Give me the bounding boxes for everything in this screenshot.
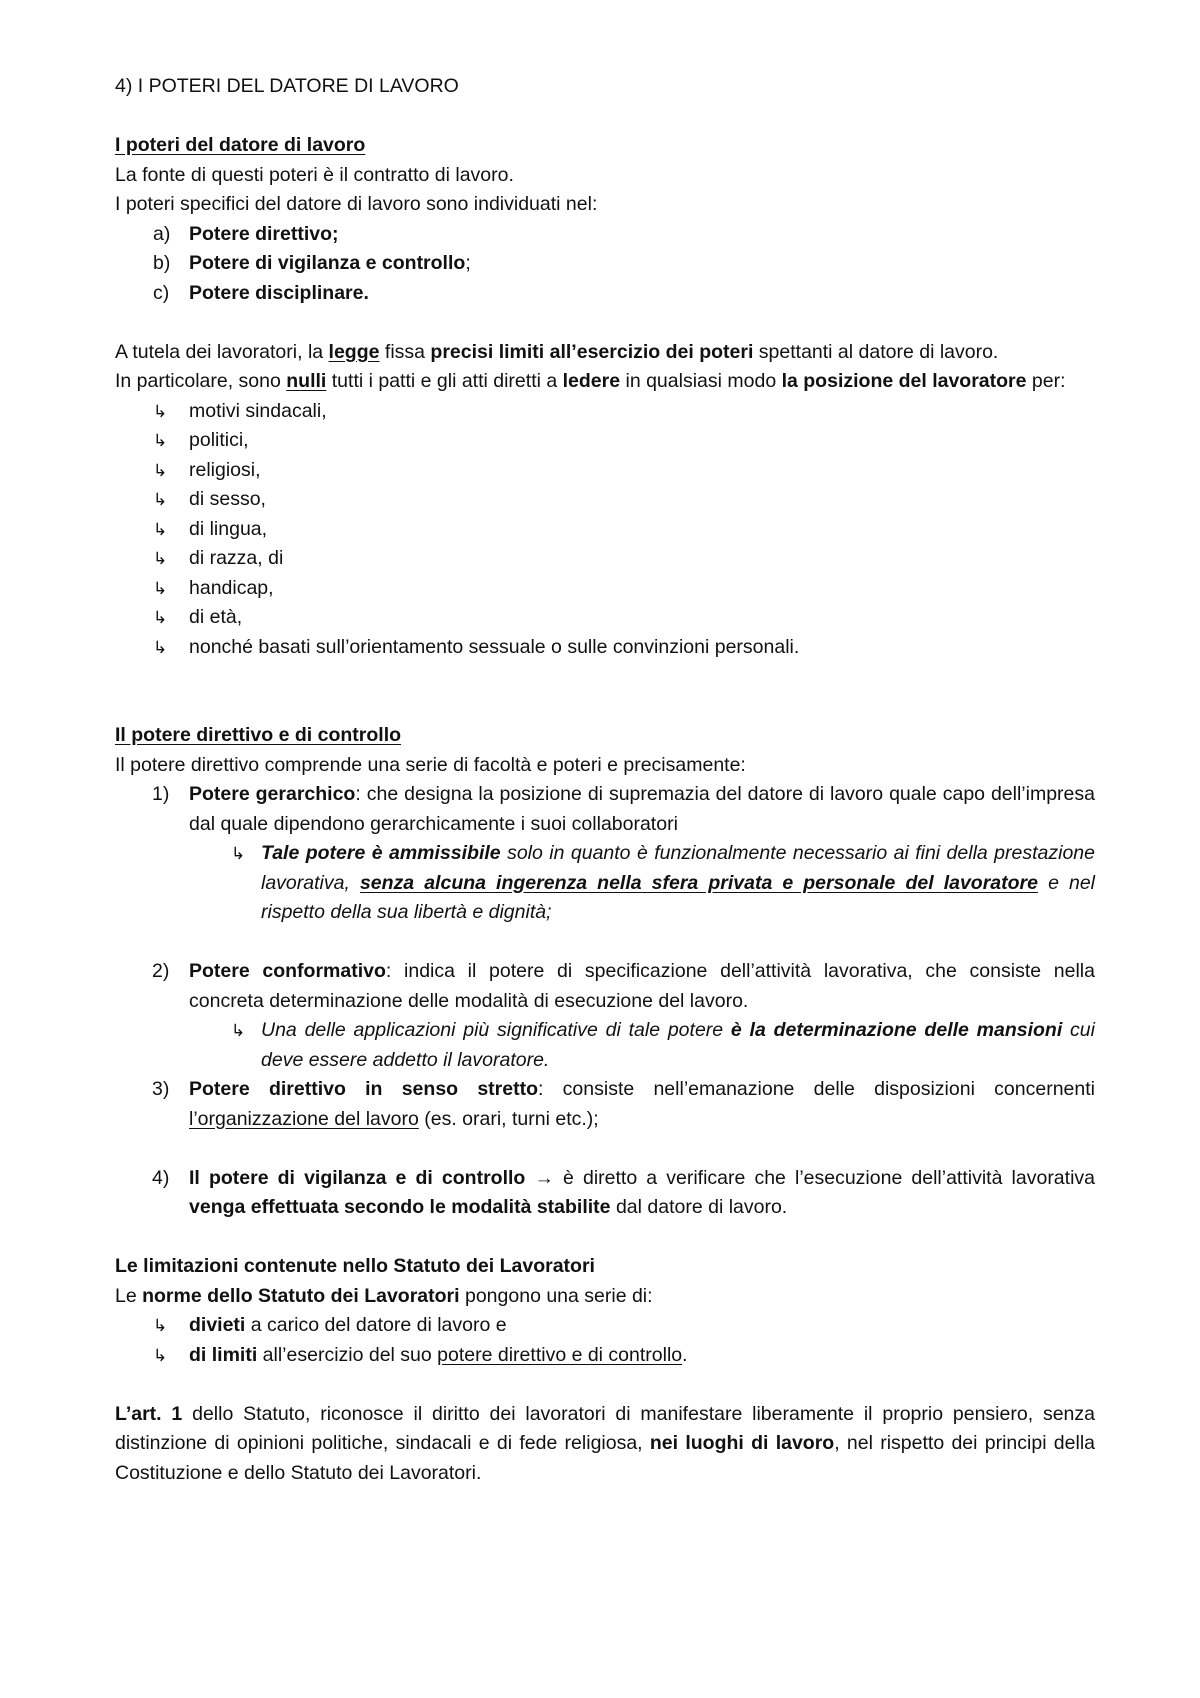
list-item-text: di sesso, [189, 488, 266, 510]
text-run: dello Statuto, riconosce il diritto dei lavoratori di manifestare liberamente il proprio pensiero, senza distinzione di opinioni politiche, sindacali e di fede religiosa, [115, 1402, 1095, 1454]
numbered-item [115, 1164, 1095, 1223]
arrow-bullet-icon: ↳ [153, 401, 168, 421]
list-marker: 1) [152, 783, 170, 805]
list-item-text: Potere disciplinare. [189, 281, 369, 304]
list-item-text: politici, [189, 429, 249, 451]
text-run: Potere gerarchico [189, 783, 356, 805]
list-item-text: nonché basati sull’orientamento sessuale o sulle convinzioni personali. [189, 635, 800, 658]
text-run: ledere [562, 370, 621, 392]
section-heading-limitazioni: Le limitazioni contenute nello Statuto dei Lavoratori [115, 1255, 595, 1277]
list-item [115, 220, 1095, 250]
text-run: , nel rispetto dei principi della Costituzione e dello Statuto dei Lavoratori. [115, 1432, 1095, 1484]
list-item [115, 426, 1095, 456]
text-run: a carico del datore di lavoro e [245, 1314, 507, 1336]
list-item-tail: ; [465, 252, 471, 274]
text-run: Potere direttivo in senso stretto [189, 1078, 538, 1100]
text-run: cui deve essere addetto il lavoratore. [261, 1019, 1095, 1071]
text-run: L’art. 1 [115, 1402, 183, 1425]
text-run: divieti [189, 1314, 246, 1336]
text-run: legge [328, 340, 380, 363]
list-item [115, 633, 1095, 663]
text-run: nei luoghi di lavoro [649, 1432, 835, 1454]
numbered-item [115, 780, 1095, 839]
sub-item [115, 1016, 1095, 1075]
text-run: è diretto a verificare che l’esecuzione dell’attività lavorativa [553, 1166, 1096, 1189]
arrow-bullet-icon: ↳ [153, 637, 168, 657]
paragraph-nulli [115, 367, 1095, 397]
text-run: potere direttivo e di controllo [437, 1343, 683, 1366]
list-marker: b) [153, 252, 171, 274]
text-run: spettanti al datore di lavoro. [753, 340, 999, 363]
text-run: è la determinazione delle mansioni [730, 1019, 1063, 1041]
numbered-item [115, 1075, 1095, 1134]
numbered-item [115, 957, 1095, 1016]
numbered-item-body [189, 780, 1095, 839]
list-item-text: di età, [189, 606, 243, 628]
list-item-text: di lingua, [189, 517, 268, 540]
right-arrow-icon: → [534, 1166, 554, 1189]
text-run: : che designa la posizione di supremazia del datore di lavoro quale capo dell’impresa dal quale dipendono gerarchicamente i suoi collaboratori [189, 783, 1095, 835]
list-item [115, 456, 1095, 486]
text-run: per: [1026, 370, 1066, 392]
arrow-bullet-icon: ↳ [153, 490, 168, 509]
arrow-bullet-icon: ↳ [153, 460, 168, 480]
arrow-bullet-icon: ↳ [153, 519, 168, 539]
text-run: tutti i patti e gli atti diretti a [326, 370, 563, 392]
arrow-bullet-icon: ↳ [153, 608, 168, 627]
arrow-bullet-icon: ↳ [231, 1021, 246, 1040]
sub-item [115, 839, 1095, 928]
list-item-text: Potere direttivo; [189, 222, 339, 245]
text-run: fissa [379, 340, 431, 363]
arrow-bullet-icon: ↳ [153, 578, 168, 598]
arrow-bullet-icon: ↳ [153, 1316, 168, 1335]
document-title: 4) I POTERI DEL DATORE DI LAVORO [115, 75, 459, 97]
text-run: norme dello Statuto dei Lavoratori [142, 1284, 460, 1307]
paragraph-art1 [115, 1400, 1095, 1489]
list-item [115, 485, 1095, 515]
text-run: . [682, 1343, 688, 1366]
text-run: la posizione del lavoratore [781, 370, 1027, 392]
sub-item-body [261, 1016, 1095, 1075]
list-item [115, 279, 1095, 309]
text-run: in qualsiasi modo [620, 370, 782, 392]
text-run: e nel rispetto della sua libertà e dignità; [261, 871, 1096, 923]
text-run: Potere conformativo [189, 960, 386, 982]
list-item-text: religiosi, [189, 458, 261, 481]
list-marker: 3) [152, 1078, 170, 1100]
text-run: : consiste nell’emanazione delle disposizioni concernenti [538, 1078, 1095, 1100]
text-run: A tutela dei lavoratori, la [115, 340, 329, 363]
arrow-bullet-icon: ↳ [231, 844, 246, 863]
list-item [115, 397, 1095, 427]
paragraph: I poteri specifici del datore di lavoro sono individuati nel: [115, 193, 598, 215]
numbered-item-body [189, 1164, 1095, 1223]
list-item [115, 544, 1095, 574]
list-marker: 4) [152, 1166, 170, 1189]
list-item [115, 603, 1095, 633]
list-item-text: Potere di vigilanza e controllo [189, 252, 466, 274]
text-run: dal datore di lavoro. [610, 1196, 788, 1218]
list-item [115, 515, 1095, 545]
text-run: (es. orari, turni etc.); [418, 1107, 599, 1130]
list-item [115, 1341, 1095, 1371]
text-run: solo in quanto è funzionalmente necessario ai fini della prestazione lavorativa, [261, 842, 1095, 894]
text-run: l’organizzazione del lavoro [189, 1107, 419, 1130]
text-run: In particolare, sono [115, 370, 287, 392]
paragraph [115, 1282, 1095, 1312]
list-marker: c) [153, 281, 170, 304]
list-item-text: di razza, di [189, 547, 284, 569]
list-item-text: handicap, [189, 576, 274, 599]
text-run: Una delle applicazioni più significative di tale potere [261, 1019, 731, 1041]
list-marker: a) [153, 222, 171, 245]
arrow-bullet-icon: ↳ [153, 549, 168, 568]
list-item-text: motivi sindacali, [189, 399, 327, 422]
paragraph: La fonte di questi poteri è il contratto di lavoro. [115, 163, 514, 186]
paragraph-tutela [115, 338, 1095, 368]
list-item [115, 249, 1095, 279]
section-heading-direttivo: Il potere direttivo e di controllo [115, 724, 402, 746]
text-run: nulli [286, 370, 327, 392]
list-item [115, 1311, 1095, 1341]
text-run: : indica il potere di specificazione dell’attività lavorativa, che consiste nella concreta determinazione delle modalità di esecuzione del lavoro. [189, 960, 1095, 1012]
text-run: Il potere di vigilanza e di controllo [189, 1166, 526, 1189]
sub-item-body [261, 839, 1095, 928]
text-run: pongono una serie di: [459, 1284, 653, 1307]
text-run: di limiti [189, 1343, 258, 1366]
text-run: senza alcuna ingerenza nella sfera privata e personale del [359, 871, 944, 894]
document-content [115, 72, 1095, 1488]
text-run: Tale potere è ammissibile [261, 842, 501, 864]
list-item [115, 574, 1095, 604]
list-marker: 2) [152, 960, 170, 982]
paragraph: Il potere direttivo comprende una serie di facoltà e poteri e precisamente: [115, 753, 746, 776]
text-run: venga effettuata secondo le modalità stabilite [189, 1196, 611, 1218]
arrow-bullet-icon: ↳ [153, 1345, 168, 1365]
arrow-bullet-icon: ↳ [153, 431, 168, 450]
numbered-item-body [189, 957, 1095, 1016]
section-heading-poteri: I poteri del datore di lavoro [115, 134, 366, 156]
text-run: lavoratore [943, 871, 1038, 894]
numbered-item-body [189, 1075, 1095, 1134]
text-run: precisi limiti all’esercizio dei poteri [430, 340, 754, 363]
text-run: all’esercizio del suo [257, 1343, 438, 1366]
text-run: Le [115, 1284, 143, 1307]
